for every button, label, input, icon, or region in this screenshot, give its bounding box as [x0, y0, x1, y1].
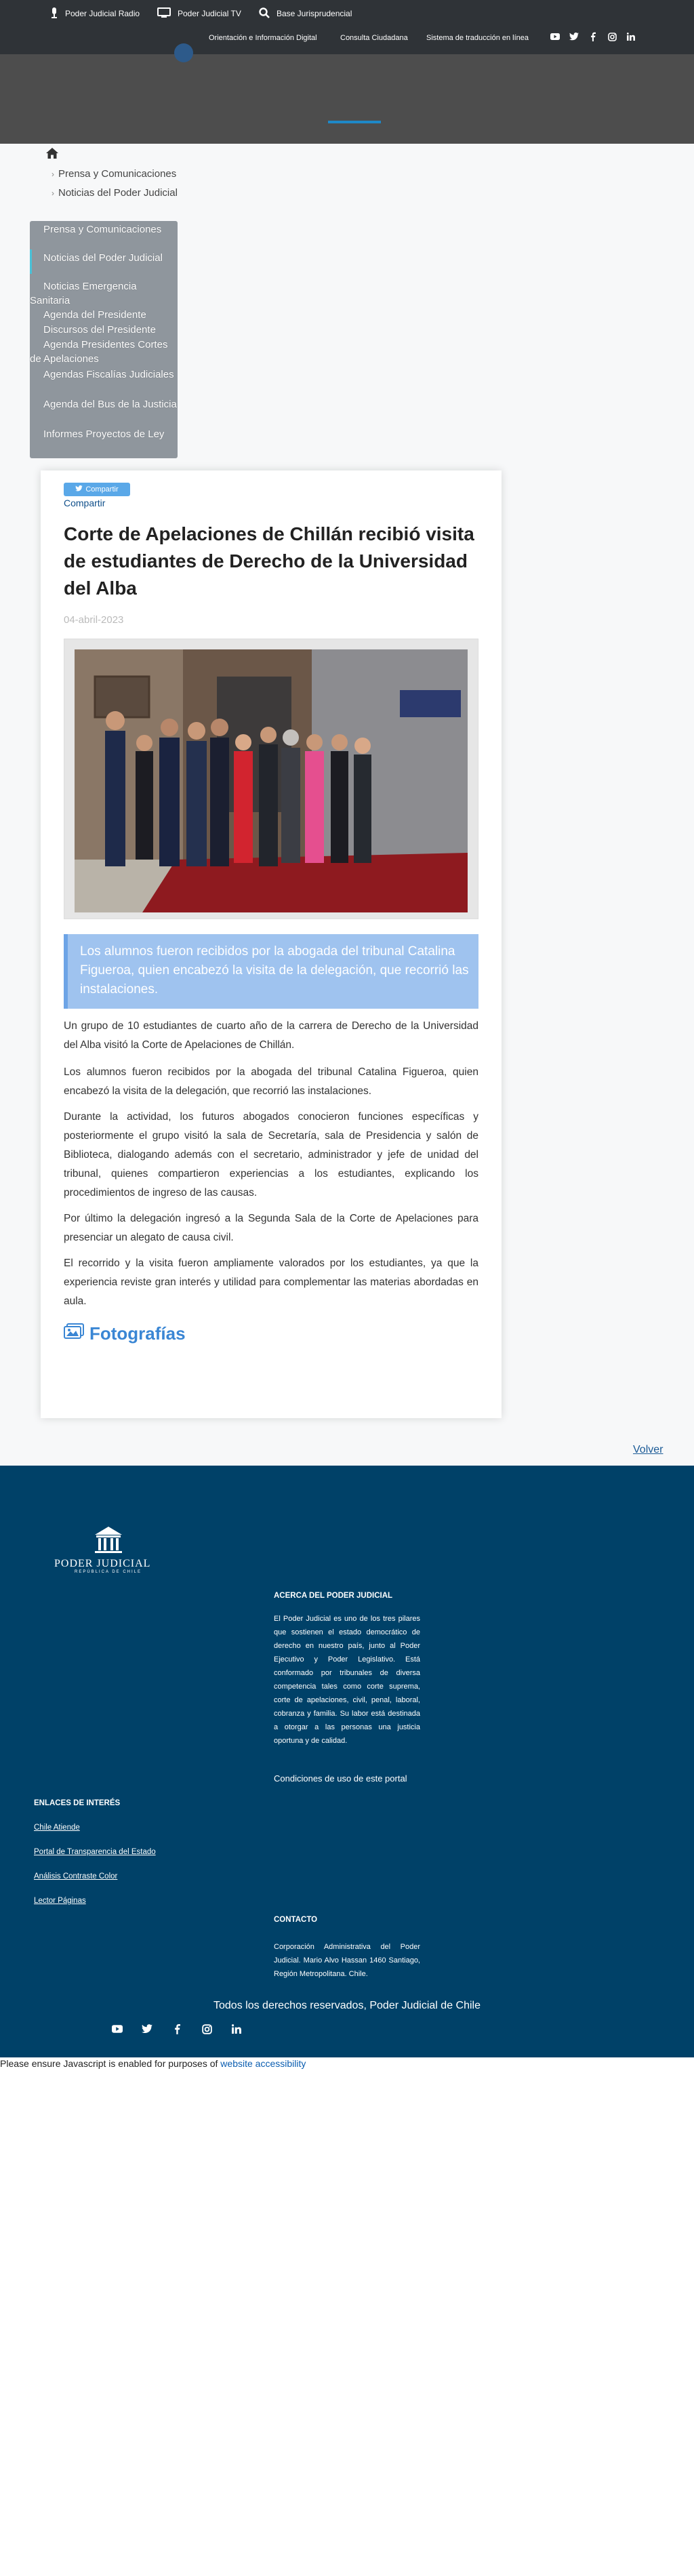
side-menu: [30, 221, 178, 458]
article-paragraph-2: Los alumnos fueron recibidos por la abogada del tribunal Catalina Figueroa, quien encabezó la visita de la delegación, que recorrió las instalaciones.: [64, 1066, 478, 1097]
logo-subtext: REPÚBLICA DE CHILE: [75, 1570, 142, 1574]
orientacion-link[interactable]: Orientación e Información Digital: [209, 34, 317, 42]
youtube-icon[interactable]: [550, 32, 560, 41]
link-contraste[interactable]: Análisis Contraste Color: [34, 1872, 118, 1880]
breadcrumb-item-noticias[interactable]: [52, 187, 178, 199]
sidebar-item-bus[interactable]: Agenda del Bus de la Justicia: [43, 399, 177, 410]
logo-text: PODER JUDICIAL: [54, 1558, 151, 1569]
images-icon: [64, 1323, 84, 1344]
breadcrumb-label: Noticias del Poder Judicial: [58, 187, 178, 199]
rights-text: Todos los derechos reservados, Poder Judicial de Chile: [213, 2000, 481, 2011]
sidebar-item-noticias[interactable]: Noticias del Poder Judicial: [43, 252, 163, 264]
home-icon[interactable]: [46, 148, 58, 162]
tweet-share-label: Compartir: [85, 485, 119, 494]
tv-link-label: Poder Judicial TV: [178, 9, 241, 18]
youtube-icon[interactable]: [111, 2023, 123, 2035]
twitter-icon[interactable]: [569, 32, 579, 41]
about-heading: ACERCA DEL PODER JUDICIAL: [274, 1592, 393, 1600]
facebook-icon[interactable]: [171, 2023, 183, 2035]
chevron-right-icon: ›: [52, 169, 54, 179]
sidebar-item-discursos[interactable]: Discursos del Presidente: [43, 324, 156, 336]
article-paragraph-3: Durante la actividad, los futuros abogados conocieron funciones específicas y posteriormente el grupo visitó la sala de Secretaría, sala de Presidencia y salón de Biblioteca, dialogando además con el secretario, administrador y jefe de unidad del tribunal, quienes compartieron experiencias a los estudiantes, explicando los procedimientos de ingreso de las causas.: [64, 1111, 478, 1199]
contact-heading: CONTACTO: [274, 1916, 318, 1924]
breadcrumb-label: Prensa y Comunicaciones: [58, 168, 177, 180]
microphone-icon: [50, 7, 58, 20]
photos-label: Fotografías: [89, 1323, 186, 1344]
instagram-icon[interactable]: [201, 2023, 213, 2035]
jurisprudencia-link[interactable]: [259, 7, 352, 20]
links-heading: ENLACES DE INTERÉS: [34, 1799, 121, 1807]
accessibility-link[interactable]: website accessibility: [220, 2058, 306, 2069]
article-title: Corte de Apelaciones de Chillán recibió visita de estudiantes de Derecho de la Universidad del Alba: [64, 523, 474, 599]
article-paragraph-1: Un grupo de 10 estudiantes de cuarto año de la carrera de Derecho de la Universidad del Alba visitó la Corte de Apelaciones de Chillán.: [64, 1020, 478, 1051]
top-social: [550, 32, 636, 41]
link-transparencia[interactable]: Portal de Transparencia del Estado: [34, 1848, 156, 1856]
twitter-icon: [75, 485, 83, 494]
search-icon: [259, 7, 270, 20]
sidebar-item-prensa[interactable]: Prensa y Comunicaciones: [43, 224, 162, 235]
noscript-text: Please ensure Javascript is enabled for purposes of: [0, 2058, 221, 2069]
sidebar-item-informes[interactable]: Informes Proyectos de Ley: [43, 428, 165, 440]
footer-social: [111, 2023, 243, 2035]
lead-text: Los alumnos fueron recibidos por la abogada del tribunal Catalina Figueroa, quien encabezó la visita de la delegación, que recorrió las instalaciones.: [80, 944, 469, 997]
photos-link[interactable]: [64, 1323, 186, 1344]
noscript-notice: [0, 2058, 306, 2069]
hero-circle-icon: [174, 43, 193, 62]
link-lector[interactable]: Lector Páginas: [34, 1897, 86, 1905]
tweet-share-button[interactable]: [64, 483, 130, 496]
tv-link[interactable]: [157, 7, 241, 20]
radio-link[interactable]: [50, 7, 140, 20]
facebook-icon[interactable]: [588, 32, 598, 41]
share-link[interactable]: Compartir: [64, 498, 106, 508]
sidebar-item-emergencia[interactable]: Noticias Emergencia Sanitaria: [30, 281, 137, 306]
sidebar-item-fiscalias[interactable]: Agendas Fiscalías Judiciales: [43, 369, 174, 380]
sidebar-item-agenda-cortes[interactable]: Agenda Presidentes Cortes de Apelaciones: [30, 339, 168, 365]
contact-text: Corporación Administrativa del Poder Judicial. Mario Alvo Hassan 1460 Santiago, Región Metropolitana. Chile.: [274, 1943, 420, 1978]
back-link[interactable]: Volver: [633, 1444, 664, 1455]
tv-icon: [157, 7, 171, 20]
jurisprudencia-link-label: Base Jurisprudencial: [277, 9, 352, 18]
article-date: 04-abril-2023: [64, 614, 124, 626]
about-text: El Poder Judicial es uno de los tres pilares que sostienen el estado democrático de derecho en nuestro país, junto al Poder Ejecutivo y Poder Legislativo. Está conformado por tribunales de diversa competencia tales como corte suprema, corte de apelaciones, civil, penal, laboral, cobranza y familia. Su labor está destinada a otorgar a las personas una justicia oportuna y de calidad.: [274, 1615, 420, 1745]
top-bar: [0, 0, 694, 54]
linkedin-icon[interactable]: [626, 32, 636, 41]
sidebar-active-indicator: [30, 249, 32, 274]
sidebar-item-agenda-presidente[interactable]: Agenda del Presidente: [43, 309, 146, 321]
linkedin-icon[interactable]: [230, 2023, 243, 2035]
hero-accent-line: [328, 121, 381, 123]
twitter-icon[interactable]: [141, 2023, 153, 2035]
article-photo[interactable]: [75, 649, 468, 912]
conditions-link[interactable]: Condiciones de uso de este portal: [274, 1773, 407, 1784]
radio-link-label: Poder Judicial Radio: [65, 9, 140, 18]
chevron-right-icon: ›: [52, 188, 54, 198]
lead-quote: [64, 934, 478, 1009]
link-chile-atiende[interactable]: Chile Atiende: [34, 1824, 80, 1832]
traduccion-link[interactable]: Sistema de traducción en línea: [426, 34, 529, 42]
hero-banner: [0, 54, 694, 144]
instagram-icon[interactable]: [607, 32, 617, 41]
article-paragraph-5: El recorrido y la visita fueron ampliamente valorados por los estudiantes, ya que la experiencia reviste gran interés y utilidad para complementar las materias abordadas en aula.: [64, 1257, 478, 1307]
consulta-link[interactable]: Consulta Ciudadana: [340, 34, 408, 42]
article-paragraph-4: Por último la delegación ingresó a la Segunda Sala de la Corte de Apelaciones para presenciar un alegato de causa civil.: [64, 1213, 478, 1243]
breadcrumb-item-prensa[interactable]: [52, 168, 176, 180]
